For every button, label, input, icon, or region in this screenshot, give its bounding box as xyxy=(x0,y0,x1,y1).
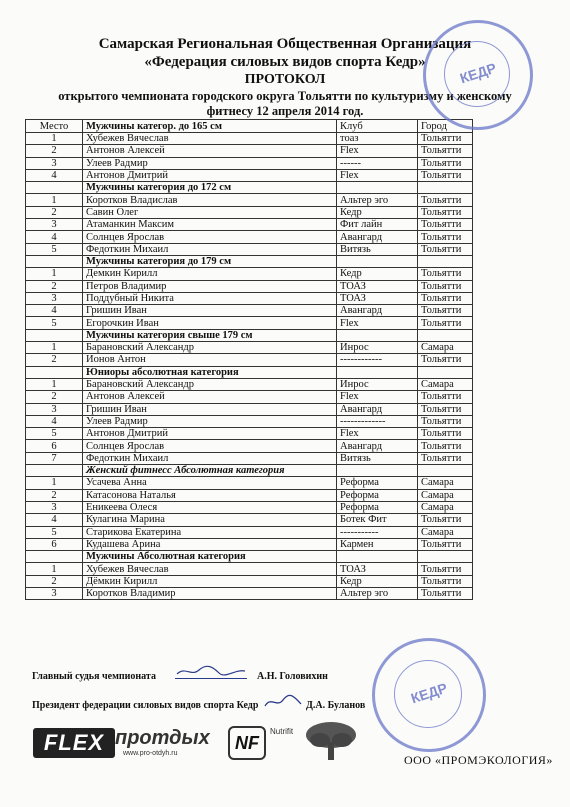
name-cell: Федоткин Михаил xyxy=(83,452,337,464)
table-cell xyxy=(418,182,473,194)
category-row xyxy=(26,182,473,194)
judge-label: Главный судья чемпионата xyxy=(32,671,156,682)
name-cell: Хубежев Вячеслав xyxy=(83,563,337,575)
table-row xyxy=(26,538,473,550)
table-row xyxy=(26,526,473,538)
name-cell: Антонов Дмитрий xyxy=(83,428,337,440)
stamp-text: КЕДР xyxy=(457,59,499,87)
place-cell: 1 xyxy=(26,133,83,145)
tree-logo xyxy=(302,720,360,764)
table-cell xyxy=(337,182,418,194)
table-cell xyxy=(26,329,83,341)
name-cell: Катасонова Наталья xyxy=(83,489,337,501)
col-header-club: Клуб xyxy=(337,120,418,133)
club-cell: Ботек Фит xyxy=(337,514,418,526)
federation-stamp-top xyxy=(423,20,533,130)
president-signature xyxy=(263,694,303,706)
club-cell: ----------- xyxy=(337,526,418,538)
place-cell: 6 xyxy=(26,440,83,452)
city-cell: Тольятти xyxy=(418,415,473,427)
city-cell: Тольятти xyxy=(418,231,473,243)
place-cell: 3 xyxy=(26,157,83,169)
city-cell: Тольятти xyxy=(418,268,473,280)
col-header-city: Город xyxy=(418,120,473,133)
table-row xyxy=(26,514,473,526)
place-cell: 5 xyxy=(26,526,83,538)
club-cell: Инрос xyxy=(337,342,418,354)
name-cell: Улеев Радмир xyxy=(83,415,337,427)
place-cell: 2 xyxy=(26,206,83,218)
club-cell: Flex xyxy=(337,428,418,440)
place-cell: 1 xyxy=(26,563,83,575)
club-cell: Альтер эго xyxy=(337,587,418,599)
place-cell: 3 xyxy=(26,587,83,599)
place-cell: 1 xyxy=(26,477,83,489)
name-cell: Усачева Анна xyxy=(83,477,337,489)
stamp-text-bottom: КЕДР xyxy=(408,679,450,707)
name-cell: Улеев Радмир xyxy=(83,157,337,169)
document-subtitle: открытого чемпионата городского округа Тольятти по культуризму и женскому xyxy=(58,89,512,103)
place-cell: 5 xyxy=(26,243,83,255)
place-cell: 4 xyxy=(26,514,83,526)
club-cell: ------ xyxy=(337,157,418,169)
table-row xyxy=(26,415,473,427)
club-cell: Flex xyxy=(337,169,418,181)
city-cell: Самара xyxy=(418,342,473,354)
club-cell: ТОАЗ xyxy=(337,563,418,575)
table-row xyxy=(26,268,473,280)
club-cell: Авангард xyxy=(337,403,418,415)
table-row xyxy=(26,243,473,255)
name-cell: Савин Олег xyxy=(83,206,337,218)
name-cell: Кулагина Марина xyxy=(83,514,337,526)
document-title: ПРОТОКОЛ xyxy=(244,72,326,87)
club-cell: Реформа xyxy=(337,477,418,489)
city-cell: Тольятти xyxy=(418,538,473,550)
club-cell: Кедр xyxy=(337,575,418,587)
category-row xyxy=(26,465,473,477)
name-cell: Петров Владимир xyxy=(83,280,337,292)
club-cell: Кармен xyxy=(337,538,418,550)
table-cell xyxy=(418,366,473,378)
federation-name: «Федерация силовых видов спорта Кедр» xyxy=(144,54,426,70)
table-cell xyxy=(337,255,418,267)
category-title: Женский фитнесс Абсолютная категория xyxy=(83,465,337,477)
place-cell: 3 xyxy=(26,403,83,415)
place-cell: 3 xyxy=(26,501,83,513)
table-cell xyxy=(337,329,418,341)
table-row xyxy=(26,587,473,599)
table-row xyxy=(26,219,473,231)
club-cell: Альтер эго xyxy=(337,194,418,206)
table-row xyxy=(26,194,473,206)
place-cell: 4 xyxy=(26,415,83,427)
place-cell: 7 xyxy=(26,452,83,464)
table-cell xyxy=(26,551,83,563)
city-cell: Тольятти xyxy=(418,587,473,599)
table-row xyxy=(26,305,473,317)
city-cell: Тольятти xyxy=(418,391,473,403)
name-cell: Егорочкин Иван xyxy=(83,317,337,329)
table-row xyxy=(26,378,473,390)
name-cell: Дёмкин Кирилл xyxy=(83,575,337,587)
table-row xyxy=(26,342,473,354)
place-cell: 5 xyxy=(26,317,83,329)
col-header-category: Мужчины категор. до 165 см xyxy=(83,120,337,133)
table-row xyxy=(26,231,473,243)
place-cell: 4 xyxy=(26,305,83,317)
category-row xyxy=(26,255,473,267)
club-cell: тоаз xyxy=(337,133,418,145)
category-title: Мужчины Абсолютная категория xyxy=(83,551,337,563)
club-cell: Flex xyxy=(337,317,418,329)
place-cell: 1 xyxy=(26,342,83,354)
place-cell: 6 xyxy=(26,538,83,550)
place-cell: 1 xyxy=(26,378,83,390)
club-cell: Реформа xyxy=(337,489,418,501)
city-cell: Самара xyxy=(418,378,473,390)
club-cell: Витязь xyxy=(337,452,418,464)
place-cell: 5 xyxy=(26,428,83,440)
city-cell: Тольятти xyxy=(418,428,473,440)
name-cell: Коротков Владислав xyxy=(83,194,337,206)
col-header-place: Место xyxy=(26,120,83,133)
club-cell: ------------- xyxy=(337,415,418,427)
nf-logo: NF xyxy=(228,726,266,760)
city-cell: Тольятти xyxy=(418,280,473,292)
table-cell xyxy=(337,551,418,563)
city-cell: Тольятти xyxy=(418,317,473,329)
name-cell: Барановский Александр xyxy=(83,378,337,390)
table-cell xyxy=(26,465,83,477)
place-cell: 2 xyxy=(26,280,83,292)
name-cell: Антонов Алексей xyxy=(83,391,337,403)
table-cell xyxy=(418,255,473,267)
table-row xyxy=(26,133,473,145)
table-row xyxy=(26,477,473,489)
judge-signature xyxy=(175,668,247,679)
table-row xyxy=(26,403,473,415)
city-cell: Тольятти xyxy=(418,243,473,255)
category-row xyxy=(26,366,473,378)
table-row xyxy=(26,428,473,440)
name-cell: Гришин Иван xyxy=(83,305,337,317)
table-row xyxy=(26,280,473,292)
document-date: фитнесу 12 апреля 2014 год. xyxy=(206,104,364,118)
table-row xyxy=(26,452,473,464)
place-cell: 2 xyxy=(26,145,83,157)
nutrifit-logo: Nutrifit xyxy=(270,727,294,736)
place-cell: 2 xyxy=(26,391,83,403)
place-cell: 3 xyxy=(26,219,83,231)
table-cell xyxy=(337,465,418,477)
city-cell: Тольятти xyxy=(418,194,473,206)
table-row xyxy=(26,489,473,501)
city-cell: Тольятти xyxy=(418,563,473,575)
judge-name: А.Н. Головихин xyxy=(257,671,328,682)
name-cell: Еникеева Олеся xyxy=(83,501,337,513)
category-row xyxy=(26,329,473,341)
table-cell xyxy=(418,329,473,341)
president-name: Д.А. Буланов xyxy=(306,700,366,711)
name-cell: Ионов Антон xyxy=(83,354,337,366)
club-cell: Витязь xyxy=(337,243,418,255)
table-row xyxy=(26,169,473,181)
city-cell: Тольятти xyxy=(418,206,473,218)
table-row xyxy=(26,391,473,403)
place-cell: 4 xyxy=(26,231,83,243)
flex-logo: FLEX xyxy=(33,728,115,758)
table-cell xyxy=(337,366,418,378)
federation-stamp-bottom xyxy=(372,638,486,752)
table-row xyxy=(26,145,473,157)
name-cell: Федоткин Михаил xyxy=(83,243,337,255)
city-cell: Тольятти xyxy=(418,305,473,317)
club-cell: Фит лайн xyxy=(337,219,418,231)
name-cell: Коротков Владимир xyxy=(83,587,337,599)
club-cell: Flex xyxy=(337,145,418,157)
city-cell: Тольятти xyxy=(418,514,473,526)
club-cell: Реформа xyxy=(337,501,418,513)
name-cell: Солнцев Ярослав xyxy=(83,440,337,452)
city-cell: Тольятти xyxy=(418,169,473,181)
category-title: Мужчины категория до 172 см xyxy=(83,182,337,194)
club-cell: Авангард xyxy=(337,231,418,243)
name-cell: Антонов Алексей xyxy=(83,145,337,157)
president-label: Президент федерации силовых видов спорта Кедр xyxy=(32,700,259,711)
table-header-row xyxy=(26,120,473,133)
city-cell: Тольятти xyxy=(418,354,473,366)
name-cell: Демкин Кирилл xyxy=(83,268,337,280)
table-cell xyxy=(26,182,83,194)
place-cell: 4 xyxy=(26,169,83,181)
club-cell: Flex xyxy=(337,391,418,403)
city-cell: Тольятти xyxy=(418,145,473,157)
table-cell xyxy=(418,465,473,477)
club-cell: ------------ xyxy=(337,354,418,366)
city-cell: Тольятти xyxy=(418,440,473,452)
category-title: Мужчины категория до 179 см xyxy=(83,255,337,267)
name-cell: Хубежев Вячеслав xyxy=(83,133,337,145)
table-row xyxy=(26,501,473,513)
name-cell: Гришин Иван xyxy=(83,403,337,415)
category-title: Мужчины категория свыше 179 см xyxy=(83,329,337,341)
city-cell: Тольятти xyxy=(418,133,473,145)
club-cell: ТОАЗ xyxy=(337,280,418,292)
city-cell: Самара xyxy=(418,526,473,538)
table-cell xyxy=(26,255,83,267)
place-cell: 2 xyxy=(26,575,83,587)
table-row xyxy=(26,206,473,218)
place-cell: 2 xyxy=(26,489,83,501)
city-cell: Тольятти xyxy=(418,452,473,464)
city-cell: Тольятти xyxy=(418,219,473,231)
club-cell: ТОАЗ xyxy=(337,292,418,304)
name-cell: Барановский Александр xyxy=(83,342,337,354)
results-table xyxy=(25,119,473,600)
city-cell: Тольятти xyxy=(418,575,473,587)
category-title: Юниоры абсолютная категория xyxy=(83,366,337,378)
city-cell: Тольятти xyxy=(418,157,473,169)
table-row xyxy=(26,575,473,587)
table-row xyxy=(26,317,473,329)
city-cell: Тольятти xyxy=(418,292,473,304)
org-name-line: Самарская Региональная Общественная Организация xyxy=(98,36,472,52)
table-row xyxy=(26,157,473,169)
club-cell: Кедр xyxy=(337,206,418,218)
table-cell xyxy=(418,551,473,563)
name-cell: Кудашева Арина xyxy=(83,538,337,550)
club-cell: Авангард xyxy=(337,440,418,452)
name-cell: Солнцев Ярослав xyxy=(83,231,337,243)
category-row xyxy=(26,551,473,563)
place-cell: 2 xyxy=(26,354,83,366)
place-cell: 1 xyxy=(26,194,83,206)
table-row xyxy=(26,563,473,575)
company-name: ООО «ПРОМЭКОЛОГИЯ» xyxy=(404,753,553,767)
city-cell: Тольятти xyxy=(418,403,473,415)
name-cell: Антонов Дмитрий xyxy=(83,169,337,181)
place-cell: 1 xyxy=(26,268,83,280)
table-row xyxy=(26,440,473,452)
club-cell: Авангард xyxy=(337,305,418,317)
club-cell: Кедр xyxy=(337,268,418,280)
table-row xyxy=(26,292,473,304)
club-cell: Инрос xyxy=(337,378,418,390)
place-cell: 3 xyxy=(26,292,83,304)
city-cell: Самара xyxy=(418,501,473,513)
name-cell: Атаманкин Максим xyxy=(83,219,337,231)
protdyh-logo: протдых www.pro-otdyh.ru xyxy=(115,727,210,757)
name-cell: Старикова Екатерина xyxy=(83,526,337,538)
table-row xyxy=(26,354,473,366)
table-cell xyxy=(26,366,83,378)
name-cell: Поддубный Никита xyxy=(83,292,337,304)
city-cell: Самара xyxy=(418,489,473,501)
city-cell: Самара xyxy=(418,477,473,489)
